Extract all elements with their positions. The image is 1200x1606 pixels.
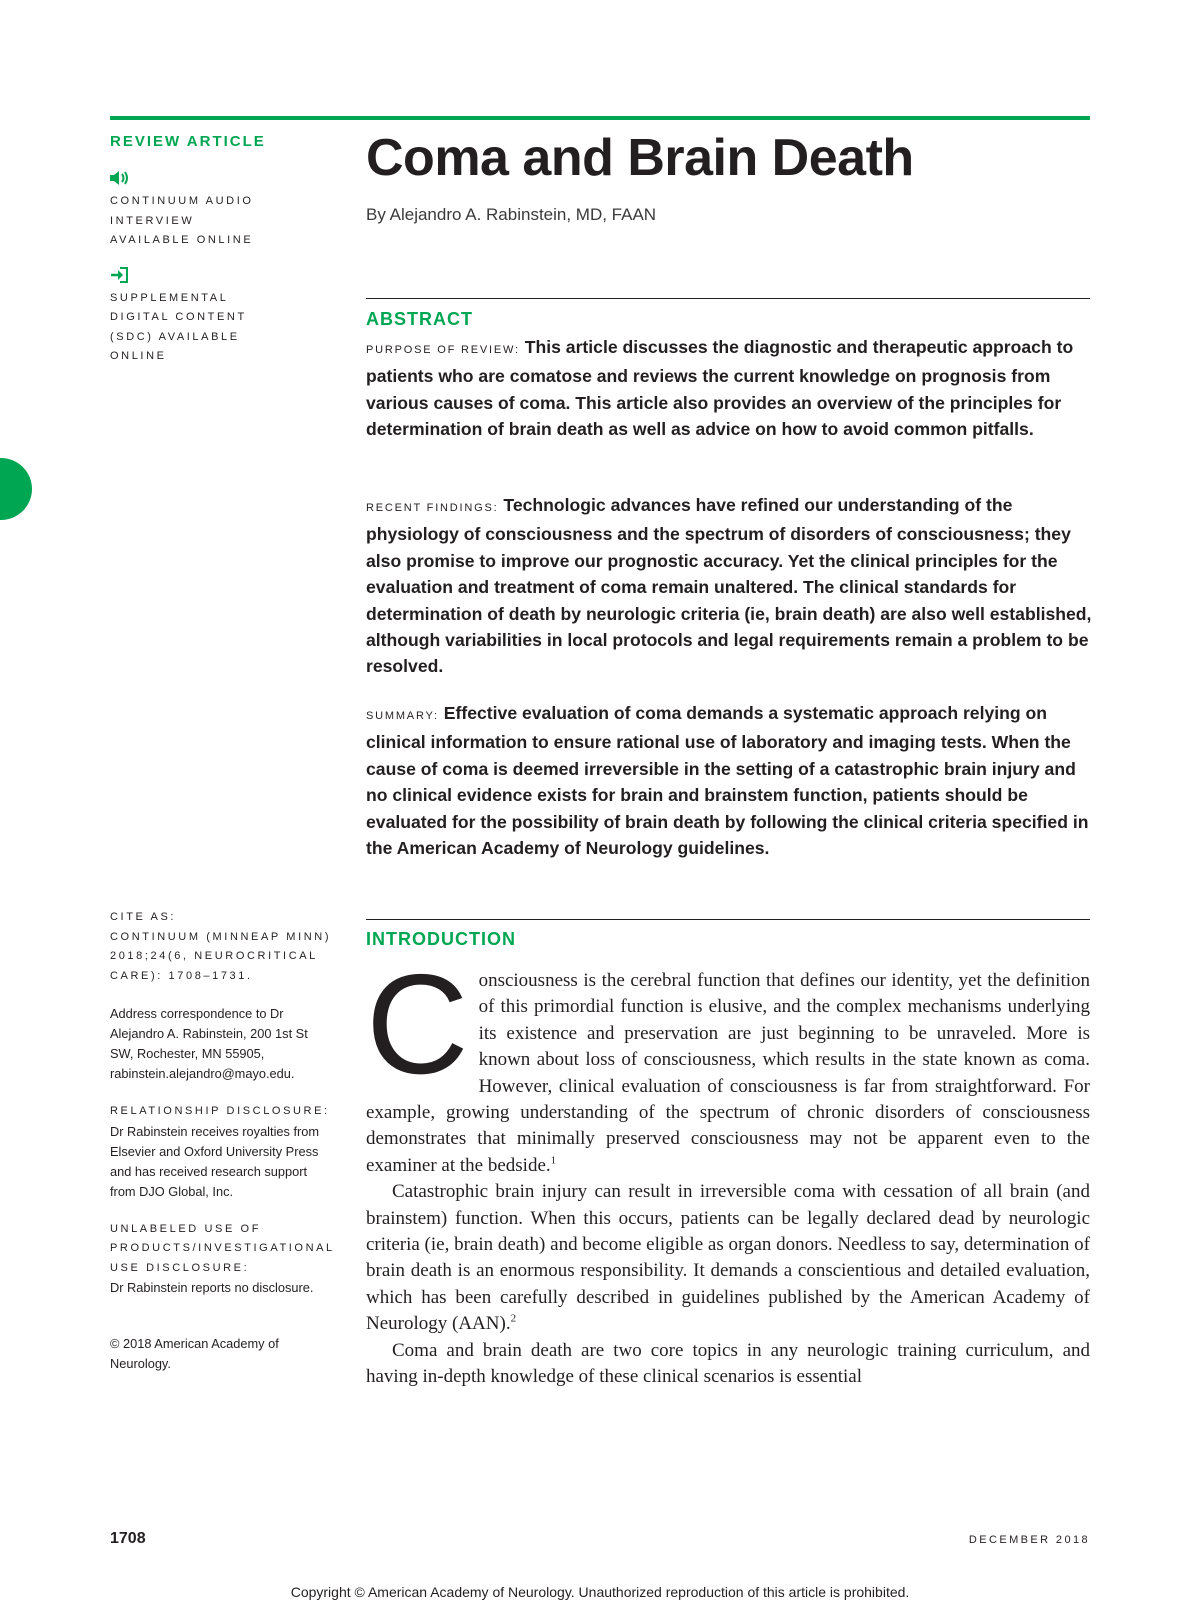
abstract-findings xyxy=(366,492,1092,680)
section-tab-marker xyxy=(0,458,32,520)
introduction-heading: INTRODUCTION xyxy=(366,929,516,949)
sidebar-top xyxy=(110,133,342,367)
sdc-note-block[interactable] xyxy=(110,267,342,367)
abstract-rule xyxy=(366,298,1090,299)
abstract-summary xyxy=(366,700,1092,861)
unlabeled-use-text: Dr Rabinstein reports no disclosure. xyxy=(110,1280,314,1295)
audio-note: CONTINUUM AUDIO INTERVIEW AVAILABLE ONLINE xyxy=(110,195,254,246)
relationship-disclosure-label: RELATIONSHIP DISCLOSURE: xyxy=(110,1105,330,1117)
speaker-icon xyxy=(110,170,130,186)
cite-label: CITE AS: xyxy=(110,911,177,923)
intro-p2-text: Catastrophic brain injury can result in irreversible coma with cessation of all brain (and brainstem) function. When this occurs, patients can be legally declared dead by neurologic criteria (ie, brain death) and become eligible as organ donors. Needless to say, determination of brain death is an enormous responsibility. It demands a conscientious and detailed evaluation, which has been carefully described in guidelines published by the American Academy of Neurology (AAN). xyxy=(366,1181,1090,1335)
top-accent-rule xyxy=(110,116,1090,120)
sign-in-icon xyxy=(110,267,128,283)
intro-p1-text: onsciousness is the cerebral function that defines our identity, yet the definition of this primordial function is elusive, and the complex mechanisms underlying its existence and preservation are just beginning to be unraveled. More is known about loss of consciousness, which results in the state known as coma. However, clinical evaluation of consciousness is far from straightforward. For example, growing understanding of the spectrum of chronic disorders of consciousness demonstrates that minimally preserved consciousness may not be apparent even to the examiner at the bedside. xyxy=(366,970,1090,1176)
drop-cap: C xyxy=(366,945,469,1104)
intro-paragraph-1 xyxy=(366,945,1090,1179)
findings-text: Technologic advances have refined our understanding of the physiology of consciousness and the spectrum of disorders of consciousness; they also promise to improve our prognostic accuracy. Yet the clinical principles for the evaluation and treatment of coma remain unaltered. The clinical standards for determination of death by neurologic criteria (ie, brain death) are also well established, although variabilities in local protocols and legal requirements remain a problem to be resolved. xyxy=(366,495,1092,677)
intro-paragraph-2 xyxy=(366,1179,1090,1337)
unlabeled-use-label: UNLABELED USE OF PRODUCTS/INVESTIGATIONAL USE DISCLOSURE: xyxy=(110,1222,335,1274)
sidebar-bottom xyxy=(110,908,335,1374)
reference-1[interactable]: 1 xyxy=(550,1154,557,1167)
cite-text: CONTINUUM (MINNEAP MINN) 2018;24(6, NEUROCRITICAL CARE): 1708–1731. xyxy=(110,930,332,982)
reference-2[interactable]: 2 xyxy=(510,1312,517,1325)
abstract-purpose xyxy=(366,334,1092,443)
author-byline: By Alejandro A. Rabinstein, MD, FAAN xyxy=(366,205,657,224)
summary-text: Effective evaluation of coma demands a systematic approach relying on clinical information to ensure rational use of laboratory and imaging tests. When the cause of coma is deemed irreversible in the setting of a catastrophic brain injury and no clinical evidence exists for brain and brainstem function, patients should be evaluated for the possibility of brain death by following the clinical criteria specified in the American Academy of Neurology guidelines. xyxy=(366,703,1089,859)
article-title: Coma and Brain Death xyxy=(366,129,914,187)
introduction-rule xyxy=(366,919,1090,920)
summary-label: SUMMARY: xyxy=(366,710,439,722)
audio-note-block[interactable] xyxy=(110,170,342,251)
sidebar-copyright: © 2018 American Academy of Neurology. xyxy=(110,1336,279,1371)
introduction-body xyxy=(366,945,1090,1391)
sdc-note: SUPPLEMENTAL DIGITAL CONTENT (SDC) AVAILABLE ONLINE xyxy=(110,291,247,362)
page-number: 1708 xyxy=(110,1530,146,1547)
correspondence-address: Address correspondence to Dr Alejandro A. Rabinstein, 200 1st St SW, Rochester, MN 55905, rabinstein.alejandro@mayo.edu. xyxy=(110,1006,308,1081)
purpose-text: This article discusses the diagnostic and therapeutic approach to patients who are comatose and reviews the current knowledge on prognosis from various causes of coma. This article also provides an overview of the principles for determination of brain death as well as advice on how to avoid common pitfalls. xyxy=(366,337,1074,440)
issue-date: DECEMBER 2018 xyxy=(968,1534,1090,1546)
copyright-footer: Copyright © American Academy of Neurology. Unauthorized reproduction of this article is prohibited. xyxy=(290,1584,910,1600)
findings-label: RECENT FINDINGS: xyxy=(366,502,499,514)
article-type-label: REVIEW ARTICLE xyxy=(110,133,266,150)
intro-paragraph-3: Coma and brain death are two core topics in any neurologic training curriculum, and having in-depth knowledge of these clinical scenarios is essential xyxy=(366,1339,1090,1388)
relationship-disclosure-text: Dr Rabinstein receives royalties from Elsevier and Oxford University Press and has received research support from DJO Global, Inc. xyxy=(110,1123,320,1199)
abstract-heading: ABSTRACT xyxy=(366,309,473,329)
purpose-label: PURPOSE OF REVIEW: xyxy=(366,344,520,356)
